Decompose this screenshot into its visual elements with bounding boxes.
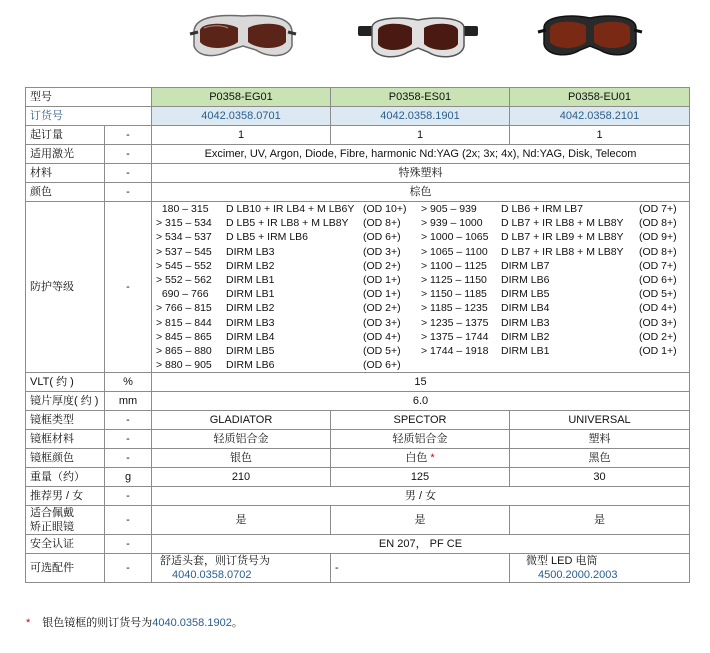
color-value: 棕色: [152, 183, 690, 202]
protection-type: D LB10 + IR LB4 + M LB6Y: [226, 203, 355, 215]
moq-value-1: 1: [152, 126, 331, 145]
protection-type: DIRM LB6: [501, 273, 550, 286]
weight-1: 210: [152, 468, 331, 487]
protection-type: DIRM LB3: [226, 316, 275, 329]
gender-unit: -: [105, 487, 152, 506]
optical-density: (OD 2+): [363, 259, 401, 272]
color-label: 颜色: [26, 183, 105, 202]
laser-value: Excimer, UV, Argon, Diode, Fibre, harmonic Nd:YAG (2x; 3x; 4x), Nd:YAG, Disk, Telecom: [152, 145, 690, 164]
accessory-3: [510, 554, 690, 583]
thickness-value: 6.0: [152, 392, 690, 411]
protection-type: DIRM LB4: [226, 330, 275, 343]
protection-type: D LB7 + IR LB9 + M LB8Y: [501, 231, 624, 244]
protection-right-column: [421, 202, 690, 372]
accessories-label: 可选配件: [26, 554, 105, 583]
protection-left-line: [156, 202, 421, 216]
protection-type: DIRM LB2: [501, 330, 550, 343]
wavelength-range: > 1100 – 1125: [421, 259, 487, 272]
wavelength-range: > 1150 – 1185: [421, 288, 487, 301]
prescription-label-line2: 矫正眼镜: [30, 521, 74, 534]
optical-density: (OD 8+): [639, 217, 677, 230]
protection-right-line: [421, 230, 690, 244]
order-eg01[interactable]: 4042.0358.0701: [152, 107, 331, 126]
color-unit: -: [105, 183, 152, 202]
safety-value: EN 207， PF CE: [152, 535, 690, 554]
prescription-row: [26, 506, 690, 535]
wavelength-range: > 315 – 534: [156, 217, 212, 230]
protection-type: D LB5 + IRM LB6: [226, 231, 308, 244]
optical-density: (OD 3+): [363, 245, 401, 258]
goggle-spector-icon: [358, 6, 478, 64]
footnote-end: 。: [231, 617, 243, 629]
weight-row: [26, 468, 690, 487]
laser-unit: -: [105, 145, 152, 164]
frame-type-2: SPECTOR: [331, 411, 510, 430]
thickness-label: 镜片厚度( 约 ): [26, 392, 105, 411]
protection-type: D LB5 + IR LB8 + M LB8Y: [226, 217, 349, 230]
protection-right-line: [421, 245, 690, 259]
wavelength-range: > 766 – 815: [156, 302, 212, 315]
prescription-3: 是: [510, 506, 690, 535]
protection-type: DIRM LB4: [501, 302, 550, 315]
goggle-gladiator-icon: [188, 6, 298, 64]
accessories-unit: -: [105, 554, 152, 583]
protection-left-column: [156, 202, 421, 372]
model-label: 型号: [26, 88, 152, 107]
wavelength-range: > 939 – 1000: [421, 217, 483, 230]
wavelength-range: > 534 – 537: [156, 231, 212, 244]
optical-density: (OD 4+): [639, 302, 677, 315]
moq-row: [26, 126, 690, 145]
protection-left-line: [156, 316, 421, 330]
prescription-label: [26, 506, 105, 535]
accessories-row: [26, 554, 690, 583]
protection-right-line: [421, 316, 690, 330]
material-unit: -: [105, 164, 152, 183]
protection-left-line: [156, 330, 421, 344]
wavelength-range: > 865 – 880: [156, 344, 212, 357]
order-row: [26, 107, 690, 126]
vlt-unit: %: [105, 373, 152, 392]
order-label: 订货号: [26, 107, 152, 126]
protection-type: DIRM LB6: [226, 359, 275, 372]
goggle-universal-icon: [536, 6, 644, 64]
wavelength-range: > 1235 – 1375: [421, 316, 489, 329]
protection-right-line: [421, 301, 690, 315]
color-row: [26, 183, 690, 202]
protection-left-line: [156, 344, 421, 358]
wavelength-range: > 1065 – 1100: [421, 245, 488, 258]
optical-density: (OD 10+): [363, 203, 407, 215]
frame-material-2: 轻质铝合金: [331, 430, 510, 449]
wavelength-range: > 1000 – 1065: [421, 231, 489, 244]
protection-left-line: [156, 358, 421, 372]
wavelength-range: 690 – 766: [156, 288, 209, 301]
spec-table: [25, 87, 690, 583]
wavelength-range: > 1375 – 1744: [421, 330, 489, 343]
vlt-row: [26, 373, 690, 392]
protection-right-line: [421, 273, 690, 287]
protection-right-line: [421, 344, 690, 358]
laser-row: [26, 145, 690, 164]
weight-3: 30: [510, 468, 690, 487]
footnote-text: 银色镜框的则订货号为: [42, 617, 153, 629]
protection-left-line: [156, 301, 421, 315]
frame-color-2-text: 白色: [405, 452, 428, 465]
optical-density: (OD 4+): [363, 330, 401, 343]
protection-right-line: [421, 259, 690, 273]
optical-density: (OD 5+): [639, 288, 677, 301]
frame-color-row: [26, 449, 690, 468]
frame-color-2: [331, 449, 510, 468]
protection-right-line: [421, 330, 690, 344]
product-images: [0, 0, 710, 86]
optical-density: (OD 8+): [639, 245, 677, 258]
frame-color-3: 黑色: [510, 449, 690, 468]
protection-type: D LB6 + IRM LB7: [501, 203, 583, 215]
frame-material-3: 塑料: [510, 430, 690, 449]
laser-label: 适用激光: [26, 145, 105, 164]
wavelength-range: > 845 – 865: [156, 330, 212, 343]
wavelength-range: > 1185 – 1235: [421, 302, 488, 315]
optical-density: (OD 7+): [639, 203, 677, 215]
optical-density: (OD 8+): [363, 217, 401, 230]
protection-type: DIRM LB2: [226, 259, 275, 272]
wavelength-range: > 905 – 939: [421, 203, 477, 215]
safety-unit: -: [105, 535, 152, 554]
gender-value: 男 / 女: [152, 487, 690, 506]
protection-label: 防护等级: [26, 202, 105, 373]
optical-density: (OD 3+): [363, 316, 401, 329]
optical-density: (OD 2+): [363, 302, 401, 315]
optical-density: (OD 1+): [639, 344, 677, 357]
protection-levels: [152, 202, 690, 373]
material-row: [26, 164, 690, 183]
protection-type: DIRM LB5: [226, 344, 275, 357]
prescription-2: 是: [331, 506, 510, 535]
protection-type: DIRM LB7: [501, 259, 550, 272]
frame-color-unit: -: [105, 449, 152, 468]
wavelength-range: > 880 – 905: [156, 359, 212, 372]
protection-type: D LB7 + IR LB8 + M LB8Y: [501, 217, 624, 230]
moq-value-2: 1: [331, 126, 510, 145]
prescription-1: 是: [152, 506, 331, 535]
weight-2: 125: [331, 468, 510, 487]
safety-row: [26, 535, 690, 554]
wavelength-range: > 1125 – 1150: [421, 273, 487, 286]
frame-material-label: 镜框材料: [26, 430, 105, 449]
optical-density: (OD 6+): [363, 359, 401, 372]
optical-density: (OD 7+): [639, 259, 677, 272]
order-eu01[interactable]: 4042.0358.2101: [510, 107, 690, 126]
frame-color-label: 镜框颜色: [26, 449, 105, 468]
protection-unit: -: [105, 202, 152, 373]
optical-density: (OD 6+): [363, 231, 401, 244]
frame-type-3: UNIVERSAL: [510, 411, 690, 430]
vlt-value: 15: [152, 373, 690, 392]
optical-density: (OD 1+): [363, 273, 401, 286]
protection-type: DIRM LB1: [226, 273, 275, 286]
accessory-3-text: 微型 LED 电筒: [526, 555, 598, 568]
protection-type: DIRM LB1: [501, 344, 550, 357]
protection-right-line: [421, 287, 690, 301]
wavelength-range: > 815 – 844: [156, 316, 212, 329]
protection-type: DIRM LB5: [501, 288, 550, 301]
protection-left-line: [156, 245, 421, 259]
protection-left-line: [156, 273, 421, 287]
footnote-star: *: [26, 617, 31, 629]
weight-unit: g: [105, 468, 152, 487]
protection-left-line: [156, 259, 421, 273]
wavelength-range: 180 – 315: [156, 203, 209, 215]
protection-type: DIRM LB1: [226, 288, 275, 301]
wavelength-range: > 552 – 562: [156, 273, 212, 286]
footnote: [26, 614, 243, 630]
optical-density: (OD 2+): [639, 330, 677, 343]
protection-right-line: [421, 216, 690, 230]
weight-label: 重量（约）: [26, 468, 105, 487]
frame-material-1: 轻质铝合金: [152, 430, 331, 449]
model-es01: P0358-ES01: [331, 88, 510, 107]
gender-row: [26, 487, 690, 506]
moq-label: 起订量: [26, 126, 105, 145]
wavelength-range: > 537 – 545: [156, 245, 212, 258]
optical-density: (OD 5+): [363, 344, 401, 357]
optical-density: (OD 6+): [639, 273, 677, 286]
thickness-unit: mm: [105, 392, 152, 411]
wavelength-range: > 545 – 552: [156, 259, 212, 272]
model-row: [26, 88, 690, 107]
frame-type-label: 镜框类型: [26, 411, 105, 430]
order-es01[interactable]: 4042.0358.1901: [331, 107, 510, 126]
accessory-1-number[interactable]: 4040.0358.0702: [172, 569, 252, 582]
vlt-label: VLT( 约 ): [26, 373, 105, 392]
protection-type: DIRM LB3: [226, 245, 275, 258]
accessory-2: -: [331, 554, 510, 583]
model-eg01: P0358-EG01: [152, 88, 331, 107]
frame-color-1: 银色: [152, 449, 331, 468]
protection-left-line: [156, 230, 421, 244]
protection-type: D LB7 + IR LB8 + M LB8Y: [501, 245, 624, 258]
moq-unit: -: [105, 126, 152, 145]
frame-material-unit: -: [105, 430, 152, 449]
moq-value-3: 1: [510, 126, 690, 145]
wavelength-range: > 1744 – 1918: [421, 344, 489, 357]
material-label: 材料: [26, 164, 105, 183]
protection-left-line: [156, 287, 421, 301]
optical-density: (OD 9+): [639, 231, 677, 244]
protection-type: DIRM LB2: [226, 302, 275, 315]
protection-row: [26, 202, 690, 373]
protection-left-line: [156, 216, 421, 230]
frame-material-row: [26, 430, 690, 449]
material-value: 特殊塑料: [152, 164, 690, 183]
footnote-number[interactable]: 4040.0358.1902: [152, 617, 232, 629]
optical-density: (OD 1+): [363, 288, 401, 301]
frame-type-unit: -: [105, 411, 152, 430]
safety-label: 安全认证: [26, 535, 105, 554]
thickness-row: [26, 392, 690, 411]
optical-density: (OD 3+): [639, 316, 677, 329]
frame-type-row: [26, 411, 690, 430]
frame-type-1: GLADIATOR: [152, 411, 331, 430]
protection-type: DIRM LB3: [501, 316, 550, 329]
accessory-1: [152, 554, 331, 583]
asterisk-mark: *: [430, 452, 435, 465]
prescription-unit: -: [105, 506, 152, 535]
accessory-1-text: 舒适头套，则订货号为: [160, 555, 270, 568]
accessory-3-number[interactable]: 4500.2000.2003: [538, 569, 618, 582]
protection-right-line: [421, 202, 690, 216]
gender-label: 推荐男 / 女: [26, 487, 105, 506]
prescription-label-line1: 适合佩戴: [30, 507, 74, 520]
model-eu01: P0358-EU01: [510, 88, 690, 107]
